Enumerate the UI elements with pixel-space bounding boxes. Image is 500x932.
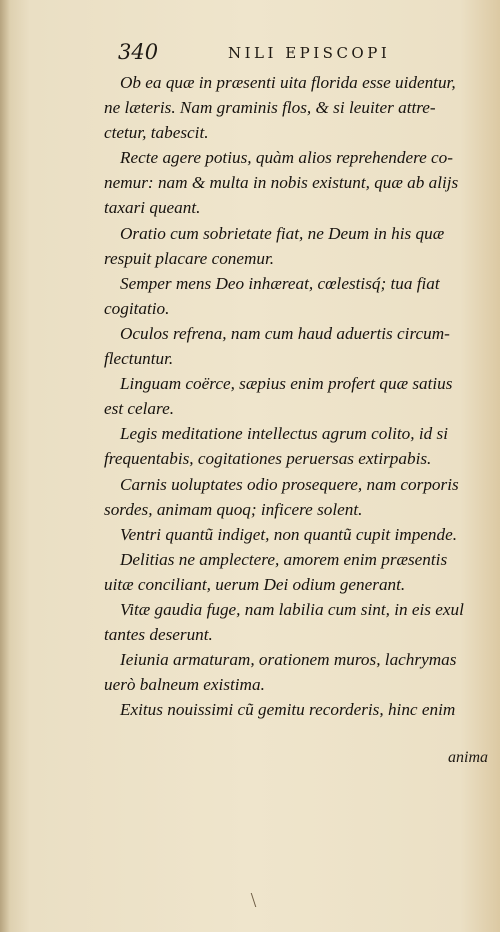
text-line: cogitatio.: [104, 298, 170, 318]
text-line: ne læteris. Nam graminis flos, & si leuiter attre-: [104, 98, 436, 118]
text-line: est celare.: [104, 399, 174, 419]
paragraph: [104, 221, 492, 271]
text-line: Ventri quantũ indiget, non quantũ cupit impende.: [120, 524, 458, 544]
paragraph: [104, 472, 492, 522]
page-header: [118, 40, 488, 66]
paragraph: [104, 321, 492, 371]
text-line: uitæ conciliant, uerum Dei odium generant.: [104, 574, 406, 594]
text-line: Carnis uoluptates odio prosequere, nam corporis: [120, 474, 459, 494]
paragraph: [104, 145, 492, 220]
text-line: Linguam coërce, sæpius enim profert quæ satius: [120, 374, 453, 394]
text-line: tantes deserunt.: [104, 625, 213, 645]
ink-mark: [251, 893, 265, 907]
text-line: ctetur, tabescit.: [104, 123, 209, 143]
text-line: Exitus nouissimi cũ gemitu recorderis, hinc enim: [120, 700, 456, 720]
paragraph: [104, 421, 492, 471]
text-line: respuit placare conemur.: [104, 248, 275, 268]
text-line: Ob ea quæ in præsenti uita florida esse uidentur,: [120, 73, 456, 92]
text-line: Ieiunia armaturam, orationem muros, lachrymas: [120, 650, 457, 670]
running-title: NILI EPISCOPI: [228, 44, 391, 62]
body-text: [104, 70, 492, 722]
text-line: Legis meditatione intellectus agrum colito, id si: [120, 424, 448, 444]
text-line: Delitias ne amplectere, amorem enim præsentis: [120, 549, 448, 569]
paragraph: [104, 371, 492, 421]
text-line: taxari queant.: [104, 198, 201, 218]
paragraph: [104, 70, 492, 145]
text-line: sordes, animam quoq; inficere solent.: [104, 499, 363, 519]
text-line: nemur: nam & multa in nobis existunt, quæ ab alijs: [104, 173, 459, 193]
catchword: anima: [448, 749, 488, 766]
text-line: Semper mens Deo inhæreat, cœlestisq́; tua fiat: [120, 273, 440, 293]
paragraph: [104, 271, 492, 321]
page-number: 340: [118, 40, 159, 64]
paragraph: [104, 647, 492, 697]
paragraph: [104, 522, 492, 547]
paragraph: [104, 547, 492, 597]
text-line: Oculos refrena, nam cum haud aduertis circum-: [120, 323, 450, 343]
text-line: Recte agere potius, quàm alios reprehendere co-: [120, 148, 453, 168]
paragraph: [104, 597, 492, 647]
text-line: Vitæ gaudia fuge, nam labilia cum sint, in eis exul: [120, 599, 464, 619]
paragraph: [104, 697, 492, 722]
text-line: uerò balneum existima.: [104, 675, 265, 695]
text-line: Oratio cum sobrietate fiat, ne Deum in his quæ: [120, 223, 445, 243]
text-line: flectuntur.: [104, 349, 174, 369]
text-line: frequentabis, cogitationes peruersas extirpabis.: [104, 449, 432, 469]
